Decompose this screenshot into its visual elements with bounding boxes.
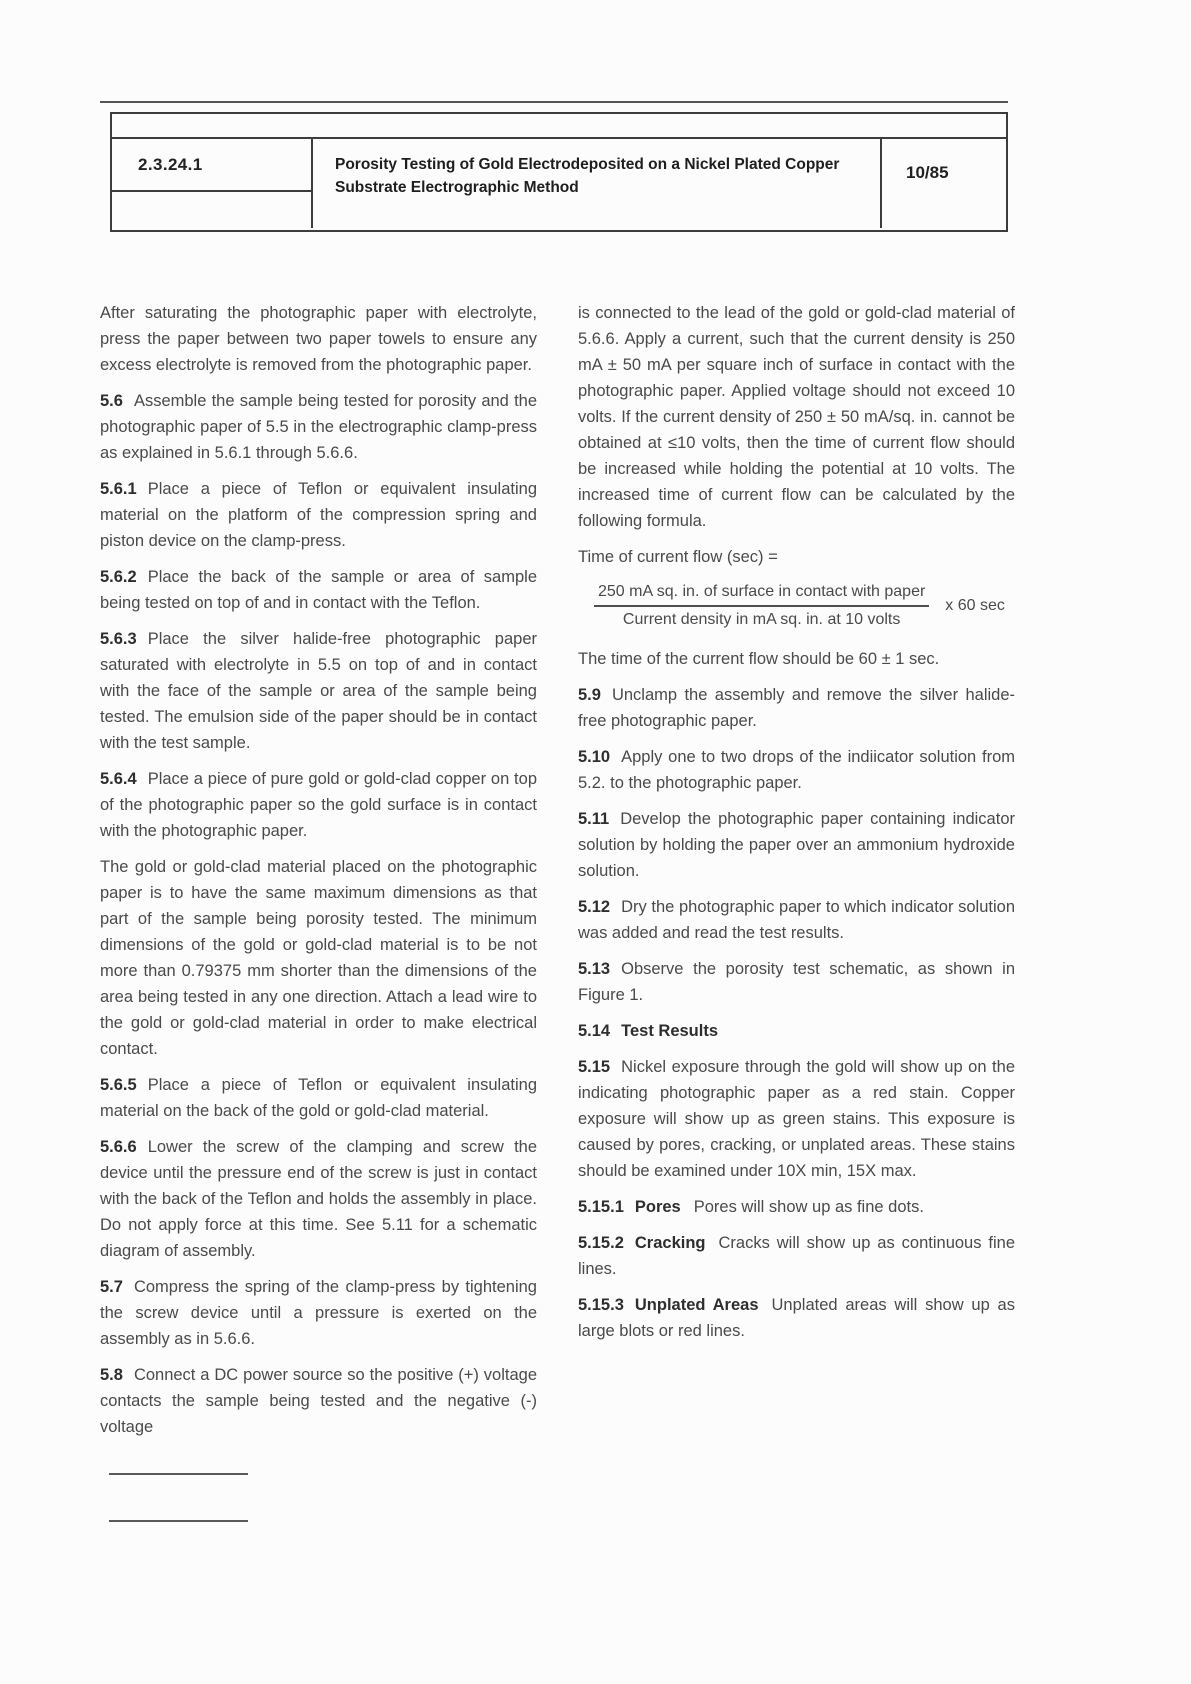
paragraph-text: Place the back of the sample or area of sample being tested on top of and in contact with the Teflon.: [100, 568, 537, 612]
paragraph-text: Compress the spring of the clamp-press by tightening the screw device until a pressure is exerted on the assembly as in 5.6.6.: [100, 1278, 537, 1348]
paragraph: [100, 388, 537, 466]
section-number: 5.6.4: [100, 770, 137, 788]
paragraph: [578, 300, 1015, 534]
paragraph: [578, 682, 1015, 734]
formula-multiplier: x 60 sec: [945, 597, 1005, 614]
header-table: [110, 112, 1008, 232]
paragraph-text: After saturating the photographic paper with electrolyte, press the paper between two paper towels to ensure any excess electrolyte is removed from the photographic paper.: [100, 304, 537, 374]
paragraph-text: Unplated areas will show up as large blots or red lines.: [578, 1296, 1015, 1340]
paragraph: [578, 1230, 1015, 1282]
title-line: Substrate Electrographic Method: [335, 179, 579, 196]
section-number: 5.6.1: [100, 480, 137, 498]
paragraph: [578, 744, 1015, 796]
paragraph: [578, 544, 1015, 570]
paragraph-text: Nickel exposure through the gold will show up on the indicating photographic paper as a red stain. Copper exposure will show up as green stains. This exposure is caused by pores, cracking, or unplated areas. These stains should be examined under 10X min, 15X max.: [578, 1058, 1015, 1180]
section-number: 5.15.1: [578, 1198, 624, 1216]
doc-number-empty-cell: [112, 192, 311, 228]
doc-number: 2.3.24.1: [112, 139, 311, 192]
title-line: Porosity Testing of Gold Electrodeposited on a Nickel Plated Copper: [335, 156, 840, 173]
fraction: [594, 580, 929, 632]
section-number: 5.10: [578, 748, 611, 766]
section-number: 5.13: [578, 960, 611, 978]
section-number: 5.15: [578, 1058, 611, 1076]
paragraph: [100, 564, 537, 616]
section-number: 5.9: [578, 686, 601, 704]
section-label: Pores: [634, 1198, 681, 1216]
paragraph-text: Place the silver halide-free photographic paper saturated with electrolyte in 5.5 on top of and in contact with the face of the sample or area of the sample being tested. The emulsion side of the paper should be in contact with the test sample.: [100, 630, 537, 752]
paragraph-text: Lower the screw of the clamping and screw the device until the pressure end of the screw is just in contact with the back of the Teflon and holds the assembly in place. Do not apply force at this time. See 5.11 for a schematic diagram of assembly.: [100, 1138, 537, 1260]
section-label: Unplated Areas: [634, 1296, 759, 1314]
section-number: 5.6.2: [100, 568, 137, 586]
paragraph: [578, 806, 1015, 884]
footnote-rule-2: [109, 1520, 248, 1522]
paragraph-text: The gold or gold-clad material placed on the photographic paper is to have the same maximum dimensions as that part of the sample being porosity tested. The minimum dimensions of the gold or gold-clad material is to be not more than 0.79375 mm shorter than the dimensions of the area being tested in any one direction. Attach a lead wire to the gold or gold-clad material in order to make electrical contact.: [100, 858, 537, 1058]
paragraph-text: Place a piece of Teflon or equivalent insulating material on the back of the gold or gold-clad material.: [100, 1076, 537, 1120]
paragraph: [100, 1362, 537, 1440]
paragraph-text: Observe the porosity test schematic, as shown in Figure 1.: [578, 960, 1015, 1004]
paragraph-text: Cracks will show up as continuous fine lines.: [578, 1234, 1015, 1278]
paragraph: [100, 1274, 537, 1352]
paragraph: [578, 1054, 1015, 1184]
paragraph-text: Time of current flow (sec) =: [578, 548, 778, 566]
section-number: 5.6.6: [100, 1138, 137, 1156]
paragraph: [100, 300, 537, 378]
section-number: 5.7: [100, 1278, 123, 1296]
section-number: 5.11: [578, 810, 610, 828]
paragraph: [578, 1194, 1015, 1220]
paragraph: [578, 894, 1015, 946]
fraction-numerator: 250 mA sq. in. of surface in contact with paper: [594, 580, 929, 607]
section-number: 5.8: [100, 1366, 123, 1384]
paragraph: [578, 1292, 1015, 1344]
formula: [594, 580, 1015, 632]
title-cell: [313, 139, 882, 228]
paragraph: [100, 1072, 537, 1124]
section-number: 5.6.5: [100, 1076, 137, 1094]
paragraph: [100, 476, 537, 554]
paragraph-text: Apply one to two drops of the indiicator solution from 5.2. to the photographic paper.: [578, 748, 1015, 792]
section-number: 5.6.3: [100, 630, 137, 648]
header-top-rule: [100, 101, 1008, 103]
paragraph-text: Dry the photographic paper to which indicator solution was added and read the test results.: [578, 898, 1015, 942]
paragraph-text: is connected to the lead of the gold or gold-clad material of 5.6.6. Apply a current, such that the current density is 250 mA ± 50 mA per square inch of surface in contact with the photographic paper. Applied voltage should not exceed 10 volts. If the current density of 250 ± 50 mA/sq. in. cannot be obtained at ≤10 volts, then the time of current flow should be increased while holding the potential at 10 volts. The increased time of current flow can be calculated by the following formula.: [578, 304, 1015, 530]
paragraph-text: Unclamp the assembly and remove the silver halide-free photographic paper.: [578, 686, 1015, 730]
section-number: 5.15.2: [578, 1234, 624, 1252]
body-left-column: [100, 300, 537, 1450]
paragraph: [100, 766, 537, 844]
section-label: Cracking: [634, 1234, 706, 1252]
doc-number-column: [112, 139, 313, 228]
footnote-rule-1: [109, 1473, 248, 1475]
paragraph: [100, 626, 537, 756]
paragraph: [578, 646, 1015, 672]
paragraph-text: Assemble the sample being tested for porosity and the photographic paper of 5.5 in the electrographic clamp-press as explained in 5.6.1 through 5.6.6.: [100, 392, 537, 462]
section-number: 5.6: [100, 392, 123, 410]
header-empty-strip: [112, 114, 1006, 139]
issue-date: 10/85: [906, 163, 949, 182]
fraction-denominator: Current density in mA sq. in. at 10 volts: [622, 611, 901, 628]
paragraph: [100, 1134, 537, 1264]
header-main-row: [112, 139, 1006, 228]
paragraph-text: Develop the photographic paper containing indicator solution by holding the paper over an ammonium hydroxide solution.: [578, 810, 1015, 880]
section-number: 5.12: [578, 898, 611, 916]
paragraph-text: Pores will show up as fine dots.: [693, 1198, 924, 1216]
paragraph-text: The time of the current flow should be 60 ± 1 sec.: [578, 650, 940, 668]
paragraph: [100, 854, 537, 1062]
section-heading: [578, 1018, 1015, 1044]
section-number: 5.14: [578, 1022, 611, 1040]
paragraph-text: Place a piece of pure gold or gold-clad copper on top of the photographic paper so the gold surface is in contact with the photographic paper.: [100, 770, 537, 840]
paragraph-text: Test Results: [621, 1022, 719, 1040]
paragraph: [578, 956, 1015, 1008]
body-right-column: [578, 300, 1015, 1354]
paragraph-text: Connect a DC power source so the positive (+) voltage contacts the sample being tested and the negative (-) voltage: [100, 1366, 537, 1436]
paragraph-text: Place a piece of Teflon or equivalent insulating material on the platform of the compression spring and piston device on the clamp-press.: [100, 480, 537, 550]
section-number: 5.15.3: [578, 1296, 624, 1314]
